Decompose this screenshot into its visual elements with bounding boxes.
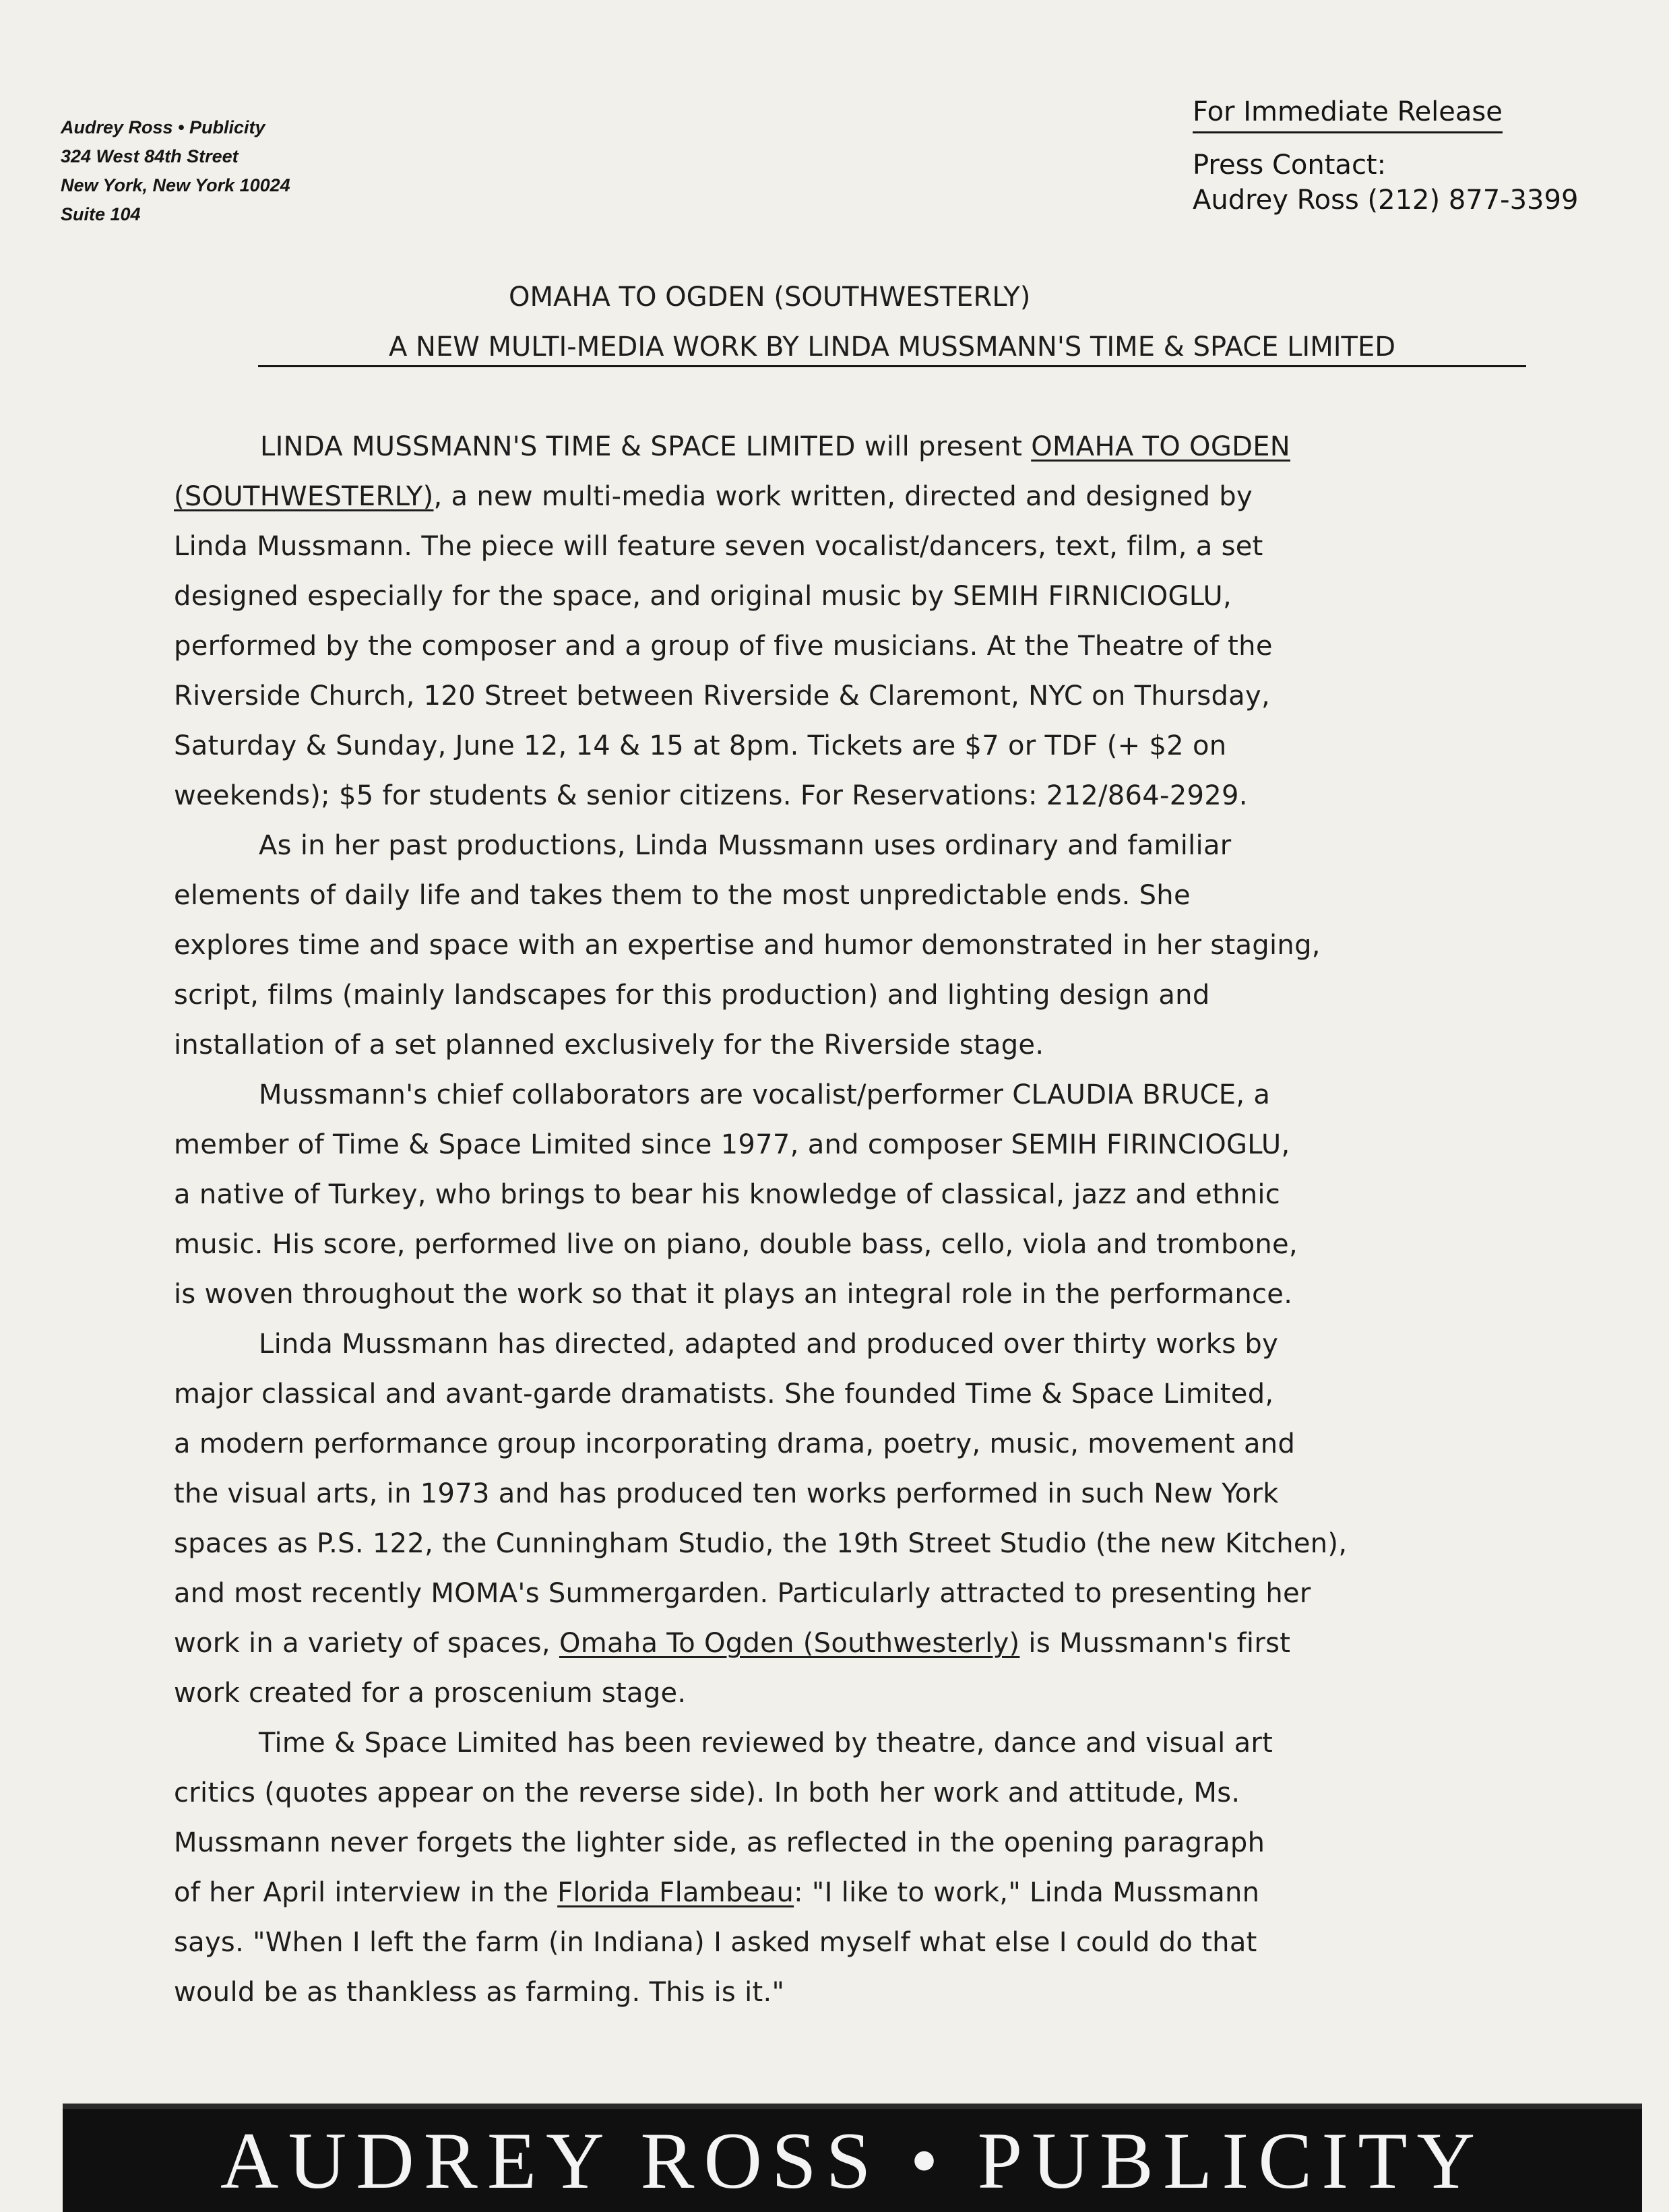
p3-line5: is woven throughout the work so that it plays an integral role in the performance. [174, 1279, 1293, 1310]
letterhead-name: Audrey Ross • Publicity [61, 117, 265, 137]
p5-line4 [174, 1877, 1259, 1908]
letterhead [61, 113, 290, 229]
p5-publication-underlined: Florida Flambeau [557, 1877, 794, 1908]
p4-line8: work created for a proscenium stage. [174, 1678, 687, 1709]
p4-line7 [174, 1628, 1290, 1659]
p3-line2: member of Time & Space Limited since 1977, and composer SEMIH FIRINCIOGLU, [174, 1129, 1290, 1160]
p2-line2: elements of daily life and takes them to the most unpredictable ends. She [174, 880, 1191, 911]
release-block [1193, 96, 1578, 216]
p5-line1: Time & Space Limited has been reviewed by theatre, dance and visual art [259, 1728, 1273, 1759]
press-contact-name: Audrey Ross [1193, 185, 1359, 216]
p1-line8: weekends); $5 for students & senior citizens. For Reservations: 212/864-2929. [174, 780, 1248, 811]
p1-subtitle-underlined: (SOUTHWESTERLY) [174, 481, 434, 512]
p1-line6: Riverside Church, 120 Street between Riverside & Claremont, NYC on Thursday, [174, 681, 1270, 712]
p2-line3: explores time and space with an expertise and humor demonstrated in her staging, [174, 930, 1321, 961]
p4-line2: major classical and avant-garde dramatists. She founded Time & Space Limited, [174, 1379, 1274, 1410]
p1-line2 [174, 481, 1253, 512]
p1-line3: Linda Mussmann. The piece will feature seven vocalist/dancers, text, film, a set [174, 531, 1263, 562]
p1-title-underlined: OMAHA TO OGDEN [1031, 431, 1291, 462]
p4-line6: and most recently MOMA's Summergarden. Particularly attracted to presenting her [174, 1578, 1311, 1609]
p4-line5: spaces as P.S. 122, the Cunningham Studio, the 19th Street Studio (the new Kitchen), [174, 1528, 1348, 1559]
p5-line6: would be as thankless as farming. This is it." [174, 1977, 785, 2008]
title-line2: A NEW MULTI-MEDIA WORK BY LINDA MUSSMANN'S TIME & SPACE LIMITED [258, 331, 1526, 367]
letterhead-suite: Suite 104 [61, 204, 141, 224]
p1-line2-text: , a new multi-media work written, directed and designed by [433, 481, 1253, 512]
p4-line7-text-b: is Mussmann's first [1019, 1628, 1291, 1659]
footer-brand-bar [63, 2104, 1642, 2212]
p4-title-underlined: Omaha To Ogden (Southwesterly) [559, 1628, 1020, 1659]
p5-line4-text-b: : "I like to work," Linda Mussmann [794, 1877, 1260, 1908]
p5-line5: says. "When I left the farm (in Indiana) I asked myself what else I could do that [174, 1927, 1257, 1958]
p1-line1-text: LINDA MUSSMANN'S TIME & SPACE LIMITED will present [260, 431, 1032, 462]
p2-line4: script, films (mainly landscapes for this production) and lighting design and [174, 980, 1210, 1011]
p2-line5: installation of a set planned exclusively for the Riverside stage. [174, 1030, 1044, 1061]
press-contact-line [1193, 185, 1578, 216]
p3-line1: Mussmann's chief collaborators are vocalist/performer CLAUDIA BRUCE, a [259, 1079, 1271, 1110]
p2-line1: As in her past productions, Linda Mussmann uses ordinary and familiar [259, 830, 1232, 861]
p1-line5: performed by the composer and a group of five musicians. At the Theatre of the [174, 631, 1273, 662]
p5-line3: Mussmann never forgets the lighter side, as reflected in the opening paragraph [174, 1827, 1265, 1858]
p1-line4: designed especially for the space, and original music by SEMIH FIRNICIOGLU, [174, 581, 1232, 612]
press-contact-phone: (212) 877-3399 [1367, 185, 1579, 216]
p5-line2: critics (quotes appear on the reverse side). In both her work and attitude, Ms. [174, 1777, 1240, 1808]
title-line1: OMAHA TO OGDEN (SOUTHWESTERLY) [509, 282, 1031, 313]
p4-line1: Linda Mussmann has directed, adapted and produced over thirty works by [259, 1329, 1279, 1360]
p3-line3: a native of Turkey, who brings to bear his knowledge of classical, jazz and ethnic [174, 1179, 1281, 1210]
p4-line4: the visual arts, in 1973 and has produced ten works performed in such New York [174, 1478, 1279, 1509]
release-label: For Immediate Release [1193, 96, 1503, 133]
p5-line4-text-a: of her April interview in the [174, 1877, 558, 1908]
p1-line1 [260, 431, 1290, 462]
p1-line7: Saturday & Sunday, June 12, 14 & 15 at 8pm. Tickets are $7 or TDF (+ $2 on [174, 730, 1227, 761]
p4-line7-text-a: work in a variety of spaces, [174, 1628, 559, 1659]
p3-line4: music. His score, performed live on piano, double bass, cello, viola and trombone, [174, 1229, 1298, 1260]
press-contact-label: Press Contact: [1193, 150, 1387, 181]
letterhead-address-line1: 324 West 84th Street [61, 146, 239, 166]
footer-brand-text: AUDREY ROSS • PUBLICITY [220, 2115, 1485, 2205]
letterhead-address-line2: New York, New York 10024 [61, 175, 290, 195]
p4-line3: a modern performance group incorporating drama, poetry, music, movement and [174, 1428, 1296, 1459]
